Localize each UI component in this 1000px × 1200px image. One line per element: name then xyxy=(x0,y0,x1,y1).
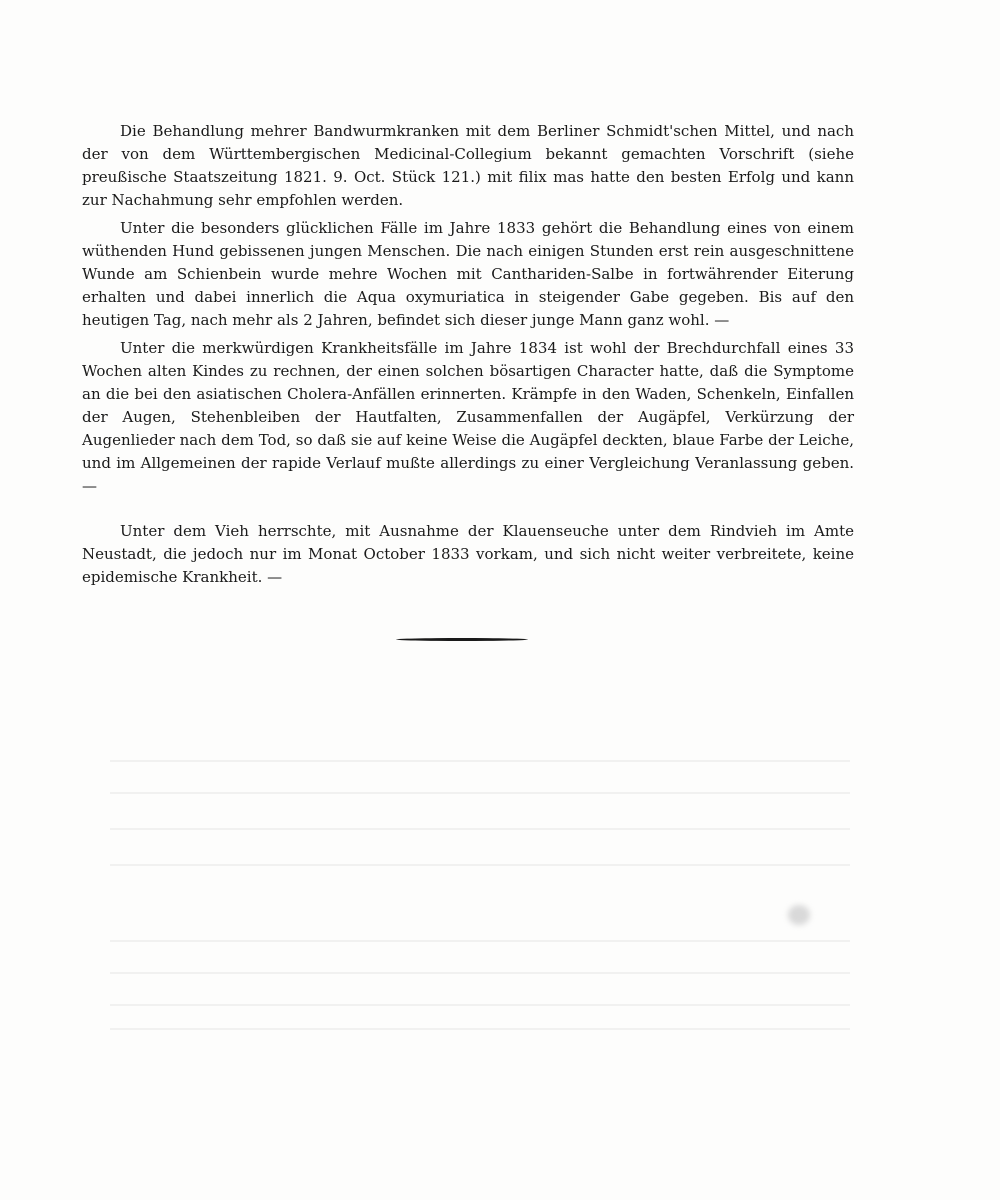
paragraph-brechdurchfall: Unter die merkwürdigen Krankheitsfälle im Jahre 1834 ist wohl der Brechdurchfall eines 33 Wochen alten Kindes zu rechnen, der einen solchen bösartigen Character hatte, daß die Symptome an die bei den asiatischen Cholera-Anfällen erinnerten. Krämpfe in den Waden, Schenkeln, Einfallen der Augen, Stehenbleiben der Hautfalten, Zusammenfallen der Augäpfel, Verkürzung der Augenlieder nach dem Tod, so daß sie auf keine Weise die Augäpfel deckten, blaue Farbe der Leiche, und im Allgemeinen der rapide Verlauf mußte allerdings zu einer Vergleichung Veranlassung geben. — xyxy=(82,339,854,495)
bleed-through-mark xyxy=(110,1028,850,1030)
ink-smudge xyxy=(788,905,810,925)
bleed-through-mark xyxy=(110,760,850,762)
paragraph-hundebiss: Unter die besonders glücklichen Fälle im Jahre 1833 gehört die Behandlung eines von einem wüthenden Hund gebissenen jungen Menschen. Die nach einigen Stunden erst rein ausgeschnittene Wunde am Schienbein wurde mehre Wochen mit Canthariden-Salbe in fortwährender Eiterung erhalten und dabei innerlich die Aqua oxymuriatica in steigender Gabe gegeben. Bis auf den heutigen Tag, nach mehr als 2 Jahren, befindet sich dieser junge Mann ganz wohl. — xyxy=(82,219,854,329)
paragraph-bandwurm: Die Behandlung mehrer Bandwurmkranken mit dem Berliner Schmidt'schen Mittel, und nach der von dem Württembergischen Medicinal-Collegium bekannt gemachten Vorschrift (siehe preußische Staatszeitung 1821. 9. Oct. Stück 121.) mit filix mas hatte den besten Erfolg und kann zur Nachahmung sehr empfohlen werden. xyxy=(82,122,854,209)
end-ornament-rule xyxy=(396,638,528,641)
body-text xyxy=(82,120,854,594)
bleed-through-mark xyxy=(110,940,850,942)
bleed-through-mark xyxy=(110,864,850,866)
paragraph-viehseuche: Unter dem Vieh herrschte, mit Ausnahme der Klauenseuche unter dem Rindvieh im Amte Neustadt, die jedoch nur im Monat October 1833 vorkam, und sich nicht weiter verbreitete, keine epidemische Krankheit. — xyxy=(82,522,854,586)
bleed-through-mark xyxy=(110,828,850,830)
bleed-through-mark xyxy=(110,792,850,794)
bleed-through-mark xyxy=(110,1004,850,1006)
bleed-through-mark xyxy=(110,972,850,974)
